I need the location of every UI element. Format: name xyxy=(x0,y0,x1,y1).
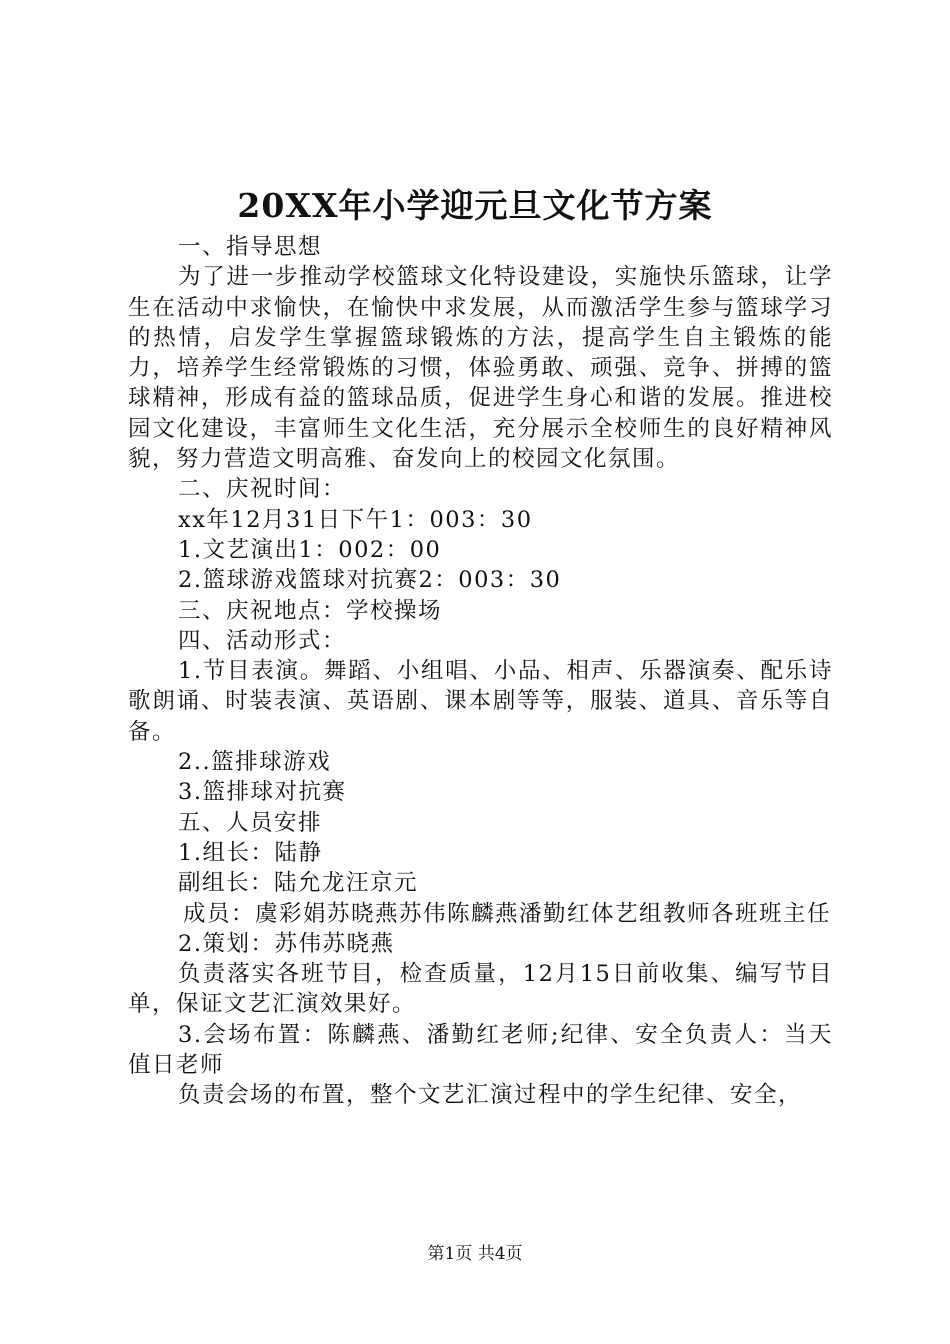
list-item-members: 成员：虞彩娟苏晓燕苏伟陈麟燕潘勤红体艺组教师各班班主任 xyxy=(183,900,832,927)
document-body xyxy=(128,232,833,1111)
list-item-planning: 2.策划：苏伟苏晓燕 xyxy=(178,930,395,957)
list-item-deputy-leader: 副组长：陆允龙汪京元 xyxy=(178,870,419,897)
list-item-venue: 3.会场布置：陈麟燕、潘勤红老师;纪律、安全负责人：当天值日老师 xyxy=(128,1021,833,1079)
list-item-programs: 1.节目表演。舞蹈、小组唱、小品、相声、乐器演奏、配乐诗歌朗诵、时装表演、英语剧、课本剧等等，服装、道具、音乐等自备。 xyxy=(128,658,833,745)
paragraph-date: xx年12月31日下午1：003：30 xyxy=(178,506,533,533)
section-heading-location: 三、庆祝地点：学校操场 xyxy=(178,597,443,624)
list-item-leader: 1.组长：陆静 xyxy=(178,839,323,866)
paragraph-guiding-thought: 为了进一步推动学校篮球文化特设建设，实施快乐篮球，让学生在活动中求愉快，在愉快中求发展，从而激活学生参与篮球学习的热情，启发学生掌握篮球锻炼的方法，提高学生自主锻炼的能力，培养学生经常锻炼的习惯，体验勇敢、顽强、竞争、拼搏的篮球精神，形成有益的篮球品质，促进学生身心和谐的发展。推进校园文化建设，丰富师生文化生活，充分展示全校师生的良好精神风貌，努力营造文明高雅、奋发向上的校园文化氛围。 xyxy=(128,264,833,473)
list-item-basketball: 2.篮球游戏篮球对抗赛2：003：30 xyxy=(178,567,562,594)
section-heading-time: 二、庆祝时间： xyxy=(178,476,347,503)
paragraph-planning-duty: 负责落实各班节目，检查质量，12月15日前收集、编写节目单，保证文艺汇演效果好。 xyxy=(128,961,833,1018)
paragraph-venue-duty: 负责会场的布置，整个文艺汇演过程中的学生纪律、安全， xyxy=(178,1082,803,1109)
section-heading-staff: 五、人员安排 xyxy=(178,809,323,836)
section-heading-format: 四、活动形式： xyxy=(178,627,347,654)
list-item-performance: 1.文艺演出1：002：00 xyxy=(178,536,442,563)
section-heading-guiding-thought: 一、指导思想 xyxy=(178,234,323,260)
document-title: 20XX年小学迎元旦文化节方案 xyxy=(237,186,713,225)
list-item-match: 3.篮排球对抗赛 xyxy=(178,779,347,806)
page-number-footer: 第1页 共4页 xyxy=(427,1244,523,1264)
list-item-games: 2..篮排球游戏 xyxy=(178,749,332,776)
